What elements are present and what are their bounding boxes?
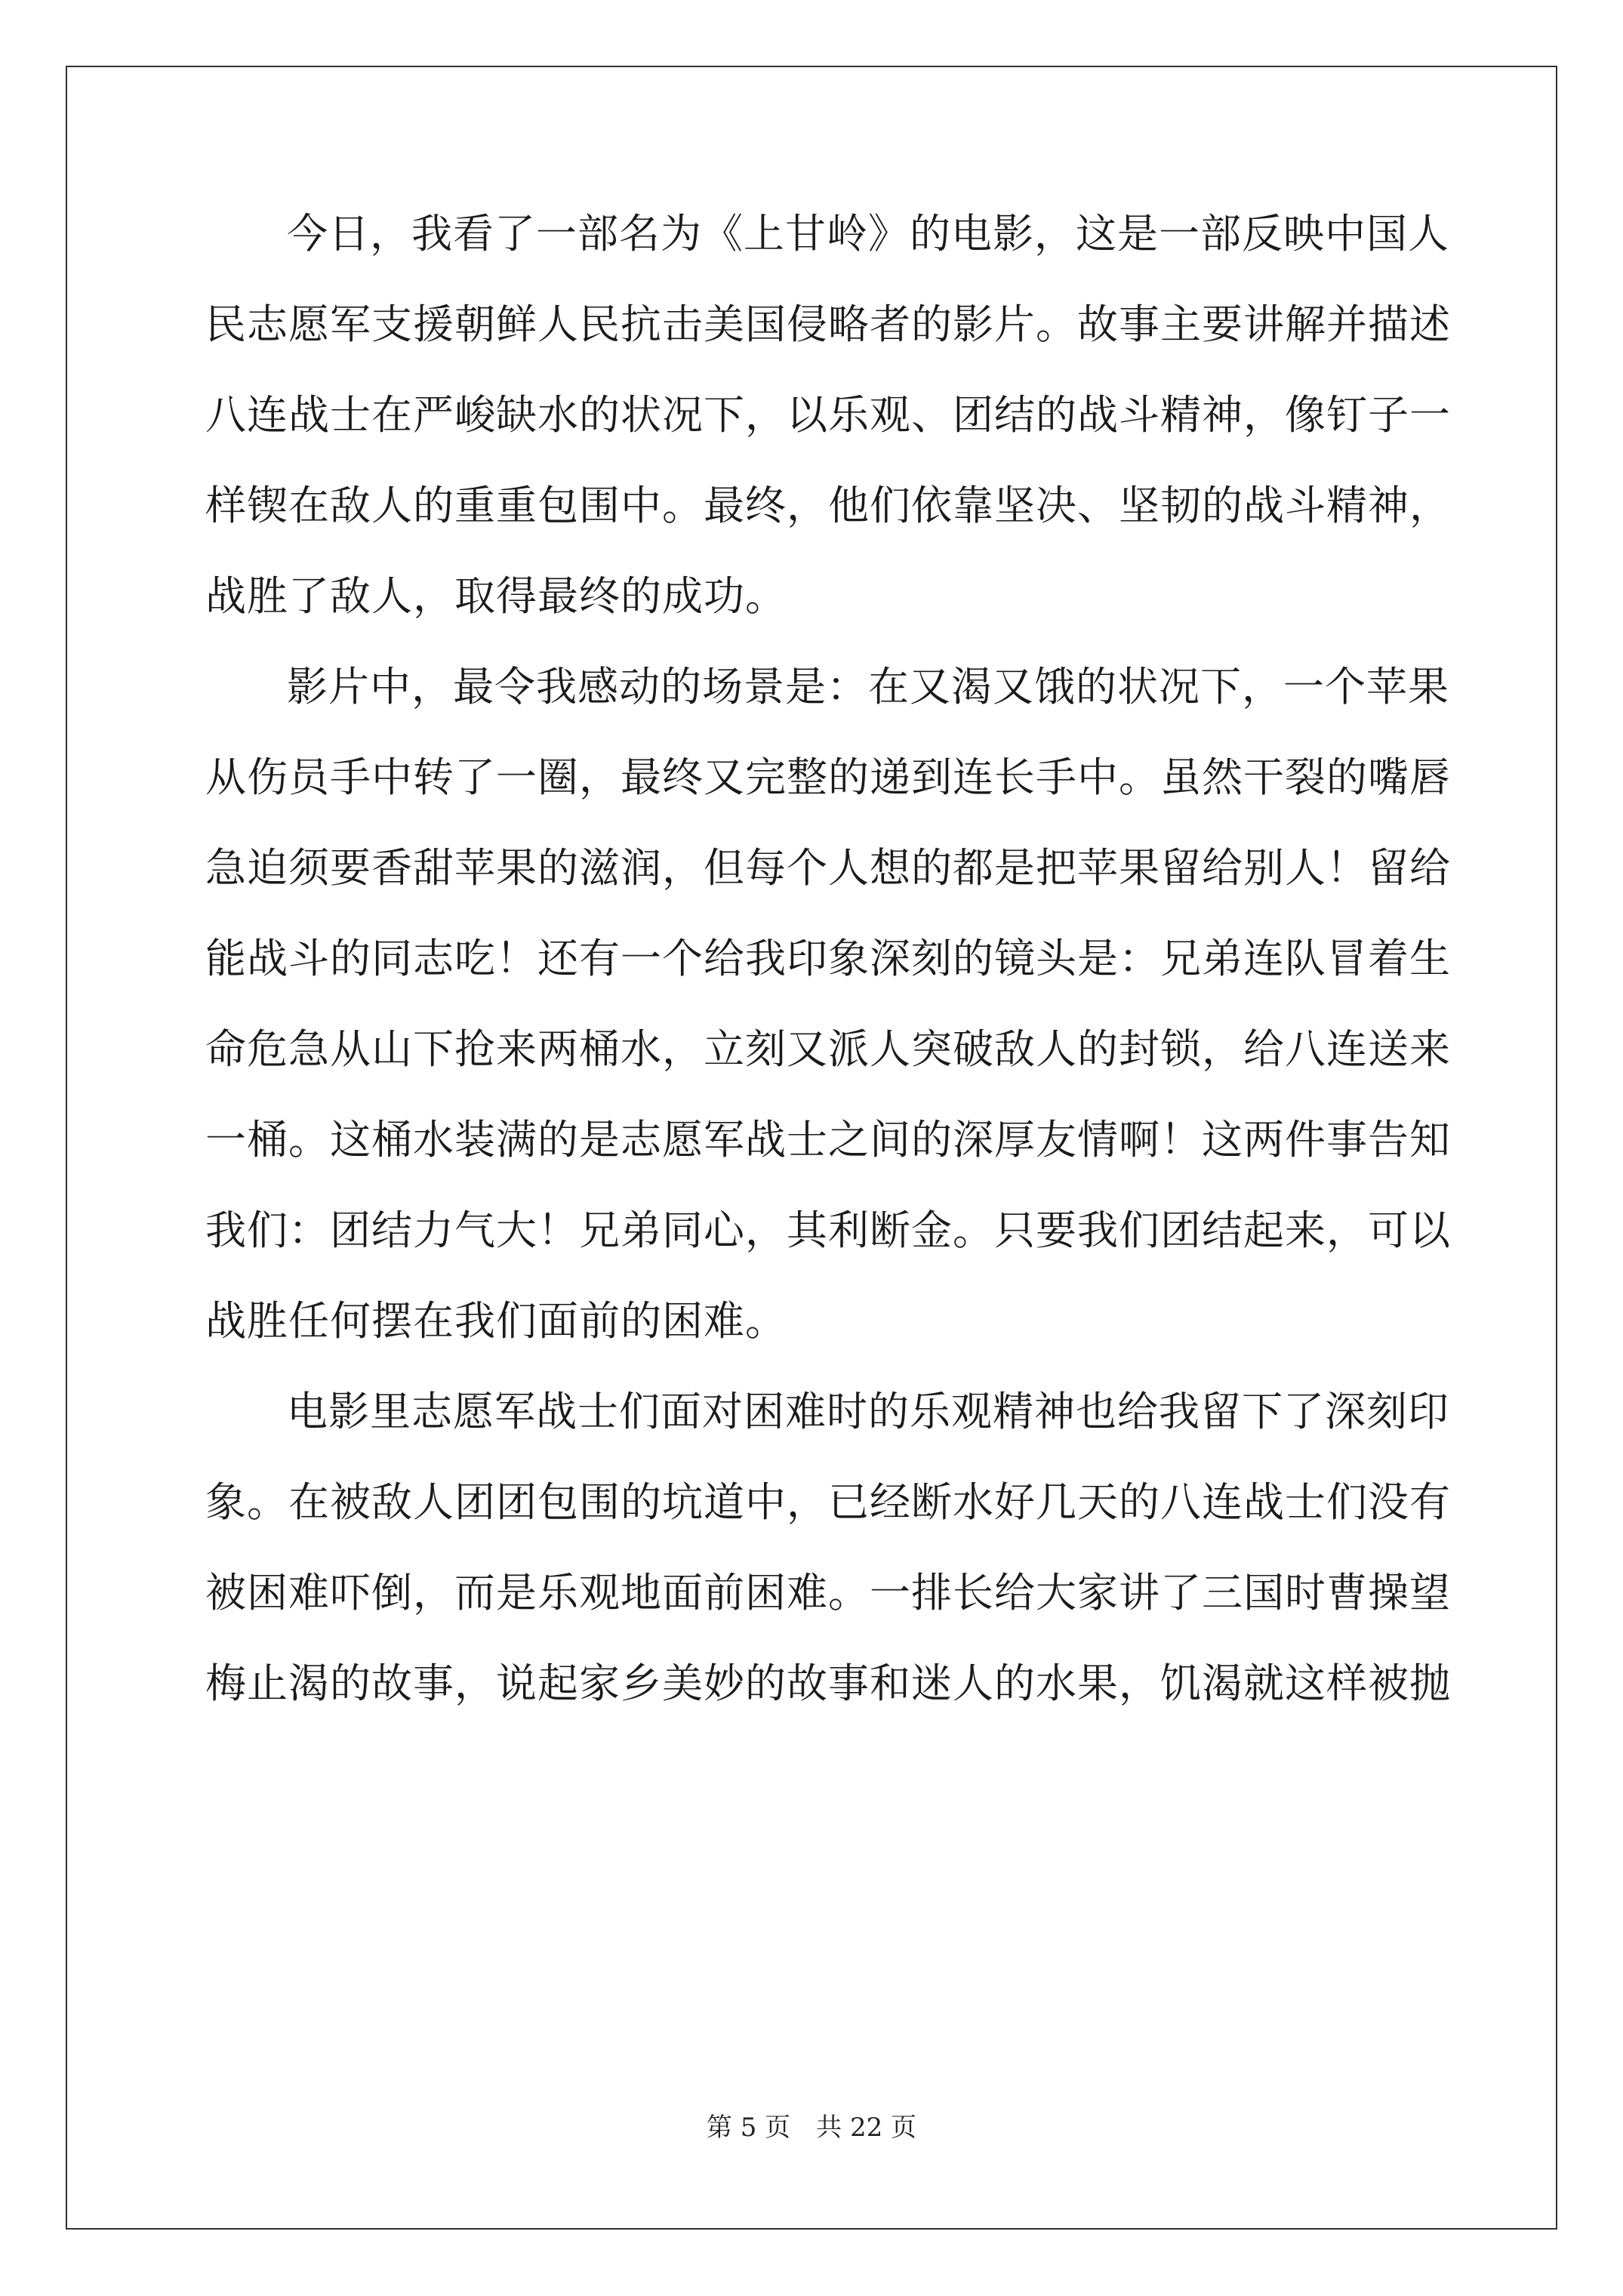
text-line: 从伤员手中转了一圈，最终又完整的递到连长手中。虽然干裂的嘴唇 [205,754,1451,801]
text-line: 民志愿军支援朝鲜人民抗击美国侵略者的影片。故事主要讲解并描述 [205,300,1451,348]
text-line: 战胜任何摆在我们面前的困难。 [205,1297,787,1345]
text-line: 我们：团结力气大！兄弟同心，其利断金。只要我们团结起来，可以 [205,1207,1451,1254]
text-line: 电影里志愿军战士们面对困难时的乐观精神也给我留下了深刻印 [287,1388,1449,1435]
text-line: 战胜了敌人，取得最终的成功。 [205,572,787,620]
text-line: 被困难吓倒，而是乐观地面前困难。一排长给大家讲了三国时曹操望 [205,1569,1451,1616]
text-line: 命危急从山下抢来两桶水，立刻又派人突破敌人的封锁，给八连送来 [205,1025,1451,1073]
text-line: 一桶。这桶水装满的是志愿军战士之间的深厚友情啊！这两件事告知 [205,1116,1451,1163]
document-body [205,189,1451,1729]
text-line: 象。在被敌人团团包围的坑道中，已经断水好几天的八连战士们没有 [205,1478,1451,1526]
page-number: 第 5 页 共 22 页 [706,2113,917,2143]
text-line: 梅止渴的故事，说起家乡美妙的故事和迷人的水果，饥渴就这样被抛 [205,1660,1451,1707]
text-line: 今日，我看了一部名为《上甘岭》的电影，这是一部反映中国人 [287,210,1449,257]
text-line: 能战斗的同志吃！还有一个给我印象深刻的镜头是：兄弟连队冒着生 [205,935,1451,982]
text-line: 样锲在敌人的重重包围中。最终，他们依靠坚决、坚韧的战斗精神， [205,482,1451,529]
text-line: 影片中，最令我感动的场景是：在又渴又饿的状况下，一个苹果 [287,663,1449,710]
text-line: 急迫须要香甜苹果的滋润，但每个人想的都是把苹果留给别人！留给 [205,844,1451,892]
text-line: 八连战士在严峻缺水的状况下，以乐观、团结的战斗精神，像钉子一 [205,391,1451,439]
